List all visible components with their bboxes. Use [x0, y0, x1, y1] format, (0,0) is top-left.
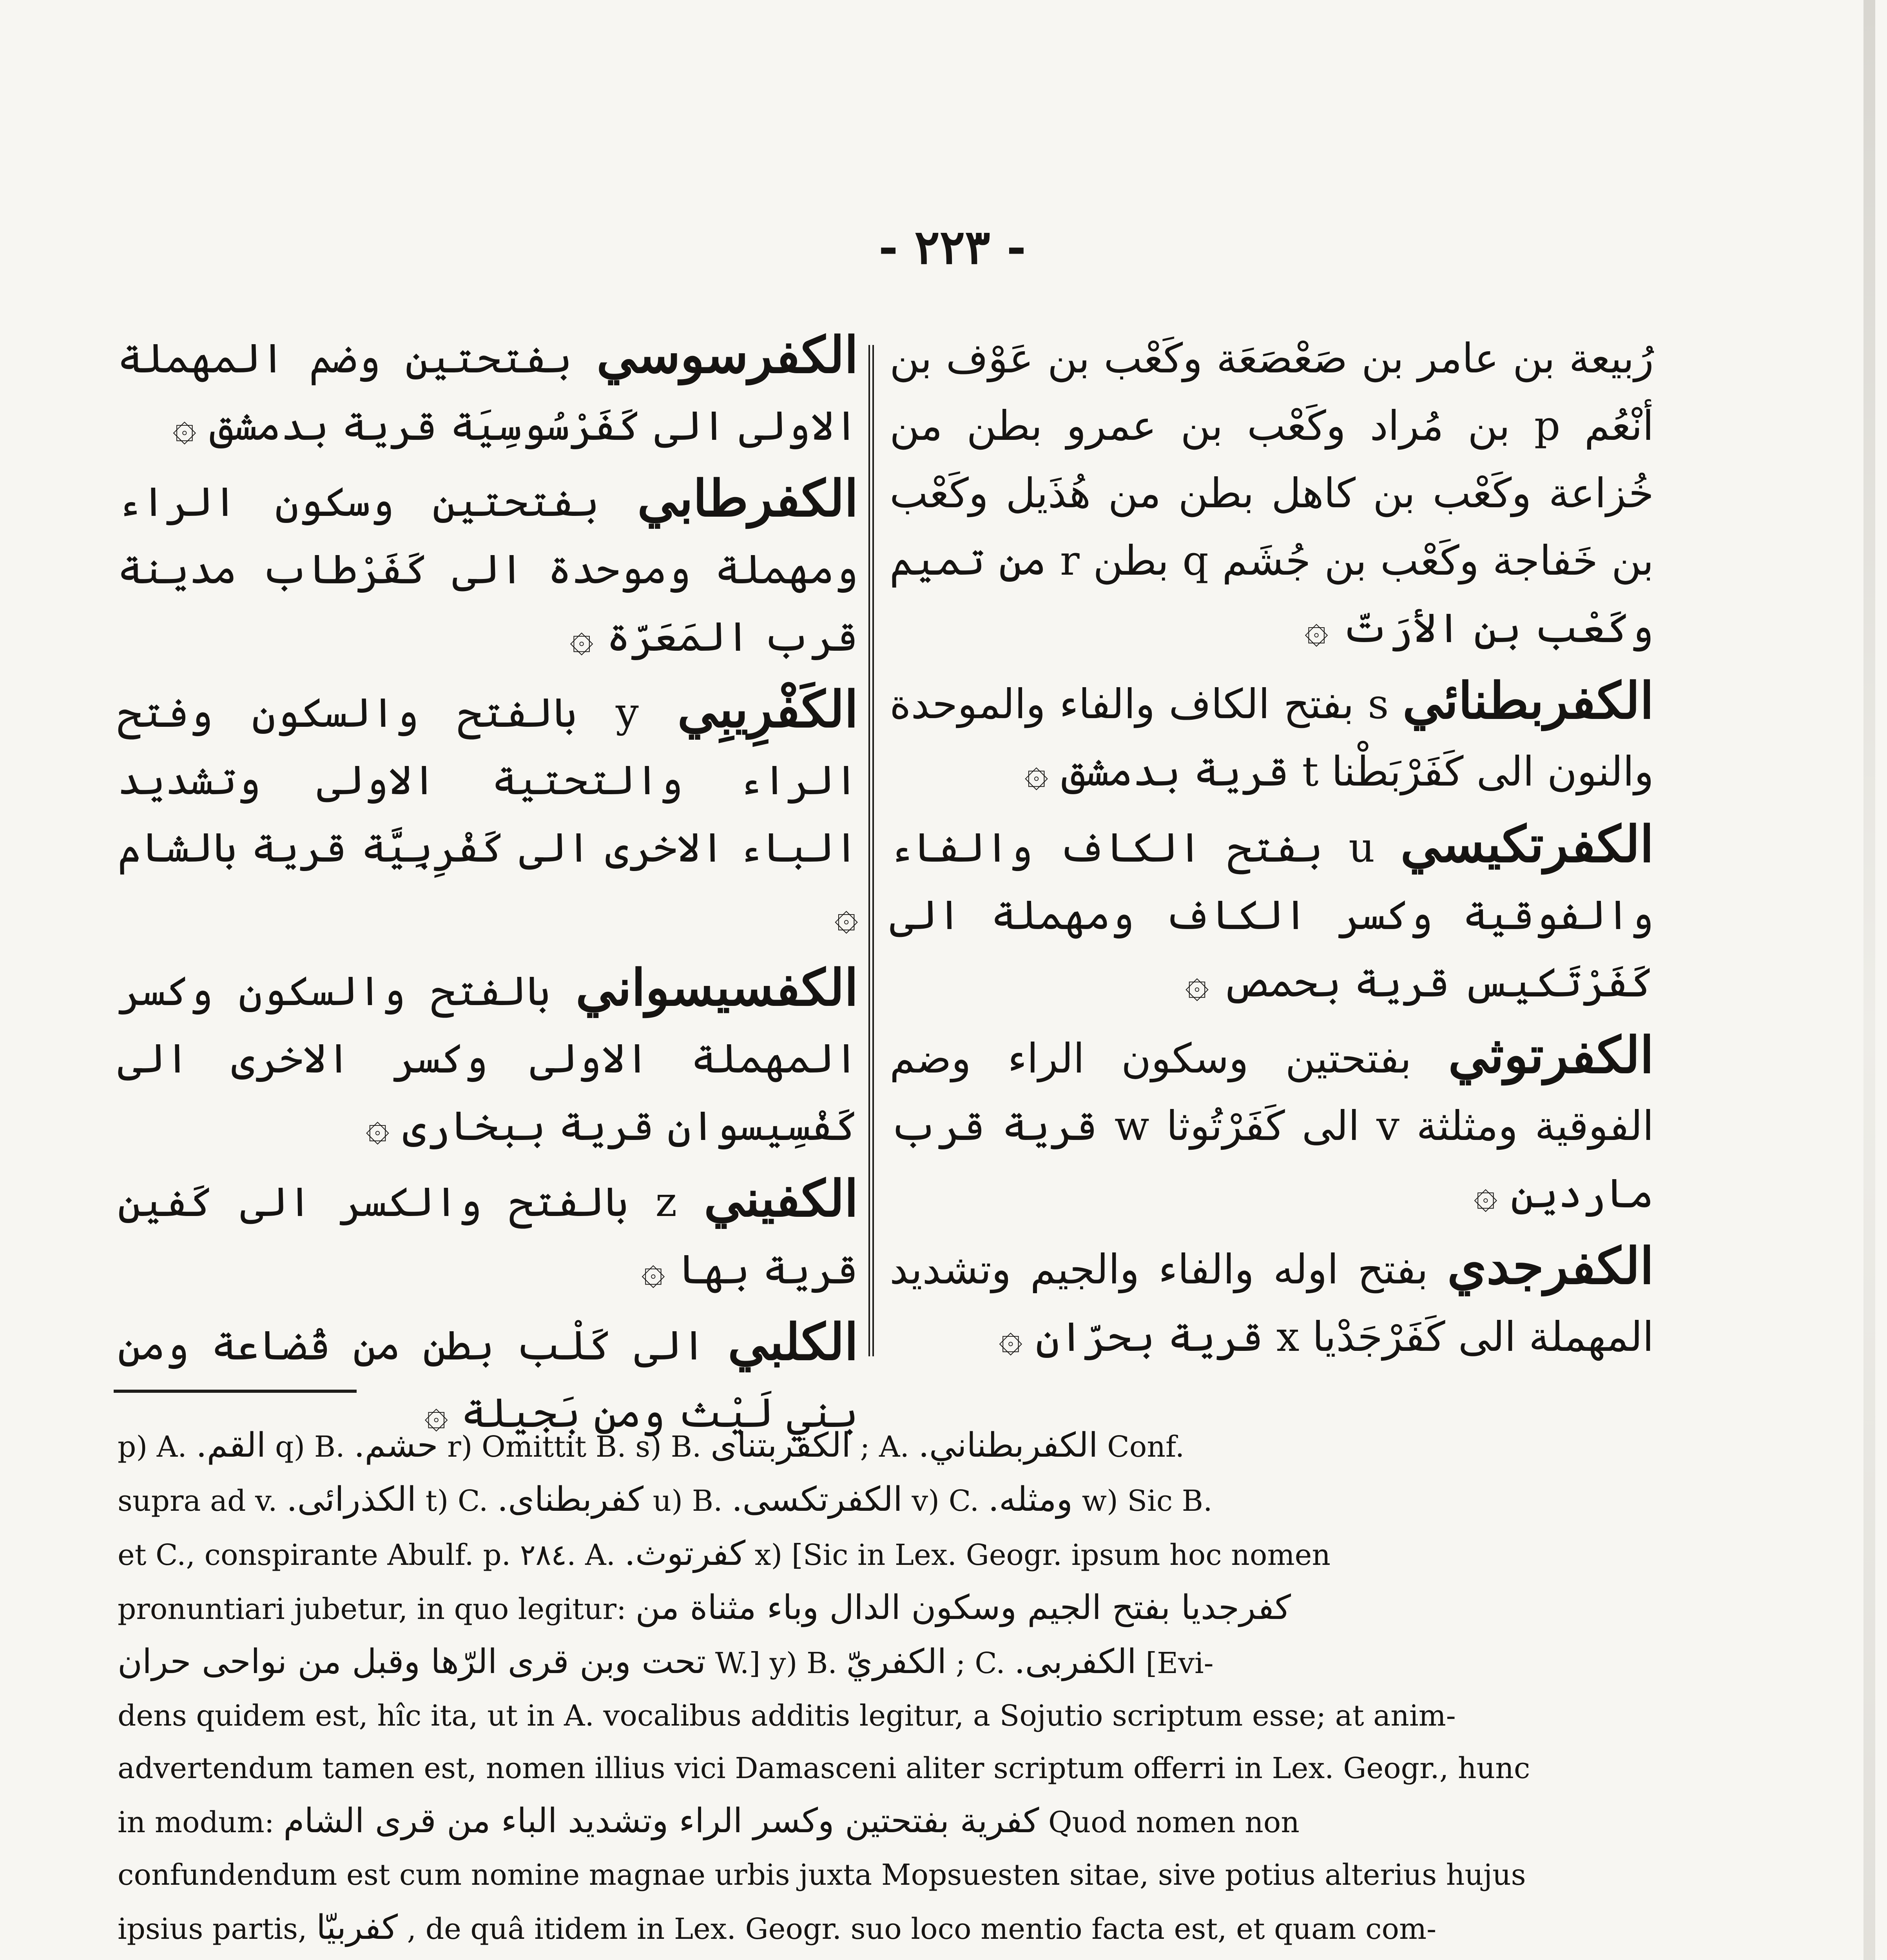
list-item	[890, 811, 1654, 1016]
entry-headword: الكفسيسواني	[576, 958, 858, 1017]
footnote-line	[118, 1901, 1646, 1955]
footnote-line	[118, 1849, 1646, 1901]
entry-text: بفتحتين وسكون الراء وضم الفوقية ومثلثة v الى كَفَرْتُوثا w قرية قرب ماردين ۞	[890, 1034, 1654, 1217]
footnote-latin: p)	[118, 1430, 148, 1464]
footnote-latin: v) C.	[912, 1484, 979, 1518]
entry-headword: الكفرجدي	[1447, 1237, 1654, 1296]
footnote-arabic: الكفربطناني.	[918, 1426, 1098, 1465]
footnote-line	[118, 1635, 1646, 1690]
footnote-latin: W.] y) B.	[715, 1646, 837, 1680]
list-item	[118, 321, 858, 459]
list-item	[118, 1165, 858, 1303]
footnote-arabic: الكذرائى.	[286, 1480, 417, 1519]
footnote-arabic: الكفربتناى	[711, 1426, 851, 1465]
footnote-latin: u) B.	[653, 1484, 723, 1518]
footnote-arabic: كفرتوث.	[624, 1534, 746, 1573]
footnote-latin: [Evi-	[1146, 1646, 1214, 1680]
footnote-latin: w) Sic B.	[1082, 1484, 1213, 1518]
list-item	[118, 676, 858, 949]
entry-headword: الكفيني	[704, 1169, 859, 1228]
list-item	[890, 321, 1654, 662]
footnote-line	[118, 1473, 1646, 1527]
footnote-latin: confundendum est cum nomine magnae urbis juxta Mopsuesten sitae, sive potius alterius hujus	[118, 1858, 1526, 1892]
footnote-latin: A.	[156, 1430, 187, 1464]
footnote-latin: supra ad v.	[118, 1484, 277, 1518]
footnote-latin: ; C.	[955, 1646, 1005, 1680]
footnote-arabic: كفربطناى.	[497, 1480, 644, 1519]
entry-text: بفتحتين وضم المهملة الاولى الى كَفَرْسُوسِيَة قرية بدمشق ۞	[118, 334, 858, 450]
page-edge	[1863, 0, 1875, 1960]
footnote-latin: Conf.	[1107, 1430, 1185, 1464]
list-item	[118, 465, 858, 670]
footnote-latin: r) Omittit B. s) B.	[447, 1430, 702, 1464]
footnote-line	[118, 1795, 1646, 1849]
entry-headword: الكفرطابي	[637, 469, 858, 528]
entry-text: بالفتح والسكون وكسر المهملة الاولى وكسر الاخرى الى كَفْسِيسوان قرية ببخارى ۞	[118, 967, 858, 1150]
footnote-line	[118, 1527, 1646, 1581]
footnote-line	[118, 1742, 1646, 1795]
footnote-line	[118, 1419, 1646, 1473]
footnote-latin: x) [Sic in Lex. Geogr. ipsum hoc nomen	[754, 1538, 1331, 1572]
footnote-arabic: حشم.	[354, 1426, 438, 1465]
entry-text: بفتحتين وسكون الراء ومهملة وموحدة الى كَفَرْطاب مدينة قرب المَعَرّة ۞	[118, 478, 858, 661]
page-number: - ٢٢٣ -	[878, 220, 1026, 275]
entry-headword: الكفرتكيسي	[1400, 815, 1654, 874]
entry-text: الى كَلْب بطن من قُضاعة ومن بني لَيْث ومن بَجيلة ۞	[118, 1321, 858, 1437]
list-item	[890, 667, 1654, 805]
list-item	[890, 1232, 1654, 1370]
footnote-arabic: ومثله.	[988, 1480, 1073, 1519]
list-item	[118, 954, 858, 1160]
entry-headword: الكفرتوثي	[1448, 1026, 1654, 1085]
left-text-column	[118, 321, 859, 1437]
footnote-latin: ; A.	[860, 1430, 909, 1464]
entry-text: رُبيعة بن عامر بن صَعْصَعَة وكَعْب بن عَوْف بن أنْعُم p بن مُراد وكَعْب بن عمرو بطن من خُزاعة وكَعْب بن كاهل بطن من هُذَيل وكَعْب بن خَفاجة وكَعْب بن جُشَم q بطن r من تميم وكَعْب بن الأرَتّ ۞	[890, 334, 1654, 652]
footnote-arabic: الكفرتكسى.	[732, 1480, 903, 1519]
entry-text: بفتح اوله والفاء والجيم وتشديد المهملة الى كَفَرْجَدْيا x قرية بحرّان ۞	[890, 1245, 1654, 1361]
footnote-line	[118, 1690, 1646, 1742]
footnote-arabic: كفرجديا بفتح الجيم وسكون الدال وباء مثناة من	[635, 1588, 1291, 1627]
entry-text: y بالفتح والسكون وفتح الراء والتحتية الاولى وتشديد الباء الاخرى الى كَفْرِبِيَّة قرية بالشام ۞	[118, 689, 858, 939]
list-item	[890, 1022, 1654, 1227]
footnote-arabic: تحت وبن قرى الرّها وقبل من نواحى حران	[118, 1642, 706, 1681]
footnote-line	[118, 1581, 1646, 1635]
entry-text: s بفتح الكاف والفاء والموحدة والنون الى كَفَرْبَطْنا t قرية بدمشق ۞	[890, 680, 1654, 795]
footnote-latin: in modum:	[118, 1806, 274, 1839]
footnote-arabic: الكفريّ	[846, 1642, 947, 1681]
footnotes-block	[118, 1419, 1646, 1960]
footnote-arabic: الكفربى.	[1014, 1642, 1137, 1681]
footnote-latin: , de quâ itidem in Lex. Geogr. suo loco mentio facta est, et quam com-	[407, 1912, 1437, 1946]
entry-headword: الكَفْرِيبِي	[677, 680, 858, 739]
entry-headword: الكفرسوسي	[596, 326, 858, 385]
footnote-rule	[114, 1390, 357, 1393]
footnote-line	[118, 1955, 1646, 1960]
footnote-arabic: القم.	[196, 1426, 266, 1465]
footnote-latin: advertendum tamen est, nomen illius vici Damasceni aliter scriptum offerri in Lex. Geogr., hunc	[118, 1751, 1530, 1785]
footnote-latin: pronuntiari jubetur, in quo legitur:	[118, 1592, 626, 1626]
entry-text: u بفتح الكاف والفاء والفوقية وكسر الكاف ومهملة الى كَفَرْتَكيس قرية بحمص ۞	[890, 824, 1654, 1006]
footnote-latin: ipsius partis,	[118, 1912, 307, 1946]
footnote-latin: dens quidem est, hîc ita, ut in A. vocalibus additis legitur, a Sojutio scriptum esse; at anim-	[118, 1699, 1456, 1733]
footnote-arabic: كفرية بفتحتين وكسر الراء وتشديد الباء من قرى الشام	[283, 1801, 1039, 1840]
footnote-latin: Quod nomen non	[1048, 1806, 1300, 1839]
right-text-column	[890, 321, 1654, 1364]
footnote-arabic: كفربيّا	[316, 1908, 398, 1947]
footnote-latin: et C., conspirante Abulf. p. ٢٨٤. A.	[118, 1538, 616, 1572]
entry-headword: الكفربطنائي	[1402, 671, 1654, 730]
footnote-latin: t) C.	[425, 1484, 488, 1518]
footnote-latin: q) B.	[275, 1430, 345, 1464]
entry-text: z بالفتح والكسر الى كَفين قرية بها ۞	[118, 1178, 858, 1293]
column-divider	[868, 345, 874, 1356]
entry-headword: الكلبي	[728, 1313, 858, 1372]
